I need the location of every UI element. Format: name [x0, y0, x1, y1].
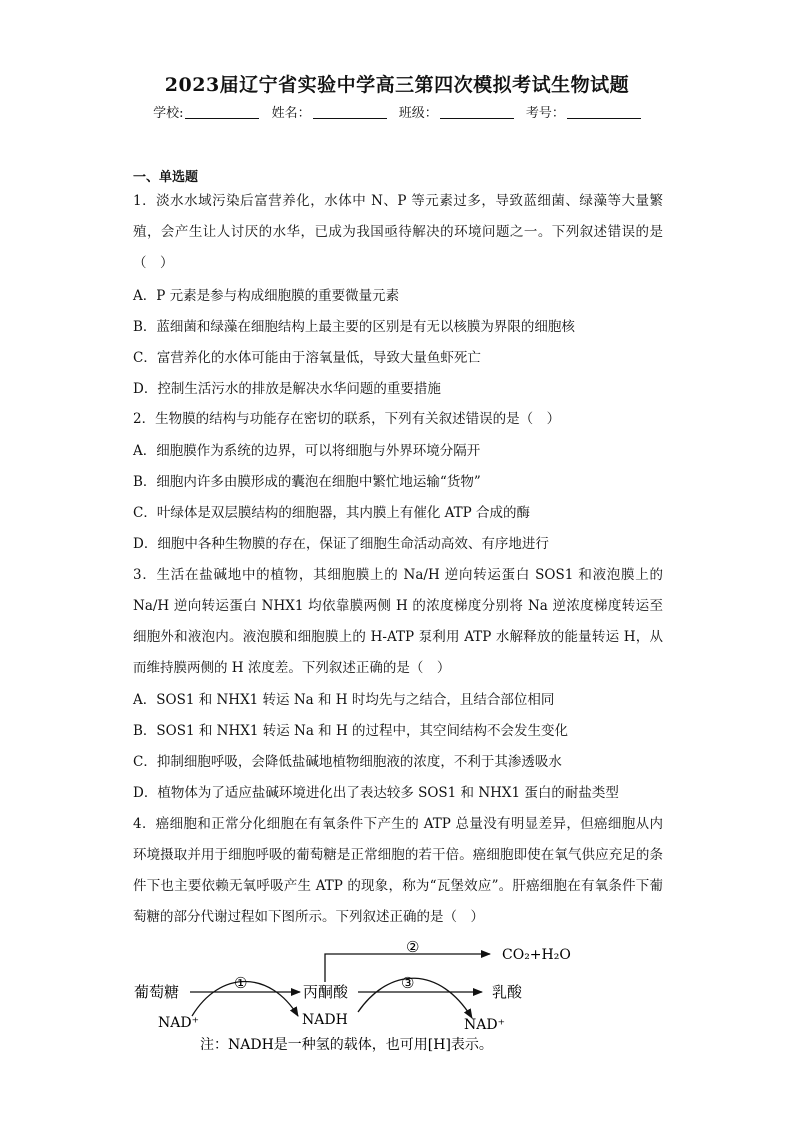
label-lactate: 乳酸 — [492, 983, 523, 1001]
section-heading: 一、单选题 — [133, 170, 199, 185]
question-3-option-b: B．SOS1 和 NHX1 转运 Na 和 H 的过程中，其空间结构不会发生变化 — [133, 723, 569, 739]
arrow-nadh-to-nad — [358, 978, 472, 1018]
label-pyruvate: 丙酮酸 — [303, 983, 349, 1001]
label-nad-in: NAD⁺ — [158, 1015, 199, 1031]
label-step-2: ② — [406, 938, 420, 956]
label-nadh: NADH — [302, 1012, 348, 1028]
label-glucose: 葡萄糖 — [134, 983, 180, 1001]
metabolism-diagram — [120, 930, 600, 1060]
question-1-option-a: A．P 元素是参与构成细胞膜的重要微量元素 — [133, 288, 400, 304]
exam-no-field — [526, 102, 641, 121]
class-field — [399, 102, 514, 121]
question-1-option-b: B．蓝细菌和绿藻在细胞结构上最主要的区别是有无以核膜为界限的细胞核 — [133, 319, 575, 335]
name-blank[interactable] — [313, 104, 387, 119]
question-4-stem: 4．癌细胞和正常分化细胞在有氧条件下产生的 ATP 总量没有明显差异，但癌细胞从内环境摄取并用于细胞呼吸的葡萄糖是正常细胞的若干倍。癌细胞即使在氧气供应充足的条件下也主要依赖无氧呼吸产生 ATP 的现象，称为“瓦堡效应”。肝癌细胞在有氧条件下葡萄糖的部分代谢过程如下图所示。下列叙述正确的是（ ） — [133, 816, 663, 925]
question-1-option-c: C．富营养化的水体可能由于溶氧量低，导致大量鱼虾死亡 — [133, 350, 481, 366]
exam-no-blank[interactable] — [567, 104, 641, 119]
question-2-option-d: D．细胞中各种生物膜的存在，保证了细胞生命活动高效、有序地进行 — [133, 536, 549, 552]
question-3-option-d: D．植物体为了适应盐碱环境进化出了表达较多 SOS1 和 NHX1 蛋白的耐盐类型 — [133, 785, 619, 801]
question-2-stem: 2．生物膜的结构与功能存在密切的联系，下列有关叙述错误的是（ ） — [133, 411, 561, 427]
label-co2-h2o: CO₂+H₂O — [502, 947, 571, 963]
exam-no-label: 考号： — [525, 106, 565, 121]
label-nad-out: NAD⁺ — [464, 1017, 505, 1033]
school-label: 学校: — [153, 106, 184, 121]
question-3-option-c: C．抑制细胞呼吸，会降低盐碱地植物细胞液的浓度，不利于其渗透吸水 — [133, 754, 562, 770]
question-2-option-b: B．细胞内许多由膜形成的囊泡在细胞中繁忙地运输“货物” — [133, 474, 481, 490]
question-1-option-d: D．控制生活污水的排放是解决水华问题的重要措施 — [133, 381, 441, 397]
name-field — [272, 102, 387, 121]
question-2-option-c: C．叶绿体是双层膜结构的细胞器，其内膜上有催化 ATP 合成的酶 — [133, 505, 531, 521]
question-1-stem: 1．淡水水域污染后富营养化，水体中 N、P 等元素过多，导致蓝细菌、绿藻等大量繁殖，会产生让人讨厌的水华，已成为我国亟待解决的环境问题之一。下列叙述错误的是（ ） — [133, 193, 663, 271]
diagram-note: 注：NADH是一种氢的载体，也可用[H]表示。 — [200, 1037, 493, 1053]
name-label: 姓名： — [271, 106, 311, 121]
label-step-1: ① — [234, 974, 248, 992]
class-blank[interactable] — [440, 104, 514, 119]
class-label: 班级： — [398, 106, 438, 121]
student-info-line — [0, 102, 794, 121]
school-field — [153, 102, 259, 121]
question-3-option-a: A．SOS1 和 NHX1 转运 Na 和 H 时均先与之结合，且结合部位相同 — [133, 692, 555, 708]
school-blank[interactable] — [185, 104, 259, 119]
exam-title: 2023届辽宁省实验中学高三第四次模拟考试生物试题 — [164, 74, 630, 96]
label-step-3: ③ — [401, 974, 415, 992]
question-2-option-a: A．细胞膜作为系统的边界，可以将细胞与外界环境分隔开 — [133, 443, 481, 459]
question-3-stem: 3．生活在盐碱地中的植物，其细胞膜上的 Na/H 逆向转运蛋白 SOS1 和液泡膜上的 Na/H 逆向转运蛋白 NHX1 均依靠膜两侧 H 的浓度梯度分别将 Na 逆浓度梯度转运至细胞外和液泡内。液泡膜和细胞膜上的 H-ATP 泵利用 ATP 水解释放的能量转运 H，从而维持膜两侧的 H 浓度差。下列叙述正确的是（ ） — [133, 567, 663, 676]
